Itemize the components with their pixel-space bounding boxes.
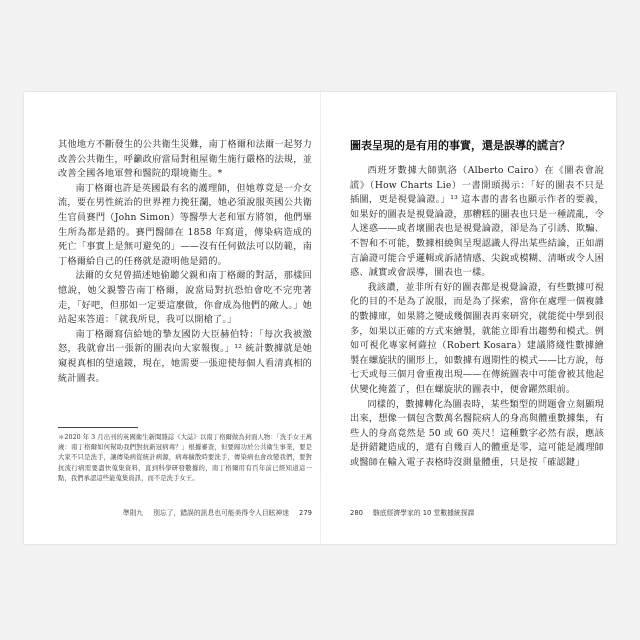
left-paragraph-1: 其他地方不斷發生的公共衛生災難，南丁格爾和法爾一起努力改善公共衛生，呼籲政府當局對租屋衛生施行嚴格的法規，並改善全國各地軍營和醫院的環境衛生。*	[58, 139, 312, 180]
right-page	[350, 92, 604, 544]
chapter-title: 別忘了，錯誤的訊息也可能美得令人目眩神迷	[153, 509, 290, 517]
footnote-divider	[58, 427, 138, 428]
book-spread	[24, 92, 616, 544]
left-page-number: 279	[299, 509, 312, 517]
section-heading: 圖表呈現的是有用的事實，還是誤導的謊言？	[350, 139, 570, 152]
left-running-footer	[58, 507, 312, 517]
footnote: ＊2020 年 3 月出刊的英國衛生新聞雜誌《大誌》以南丁格爾做為封面人物：「洗手女王萬歲：南丁格爾如何幫助我們對抗新冠病毒？」根據審查，但要歸功於公共衛生事業，要是大家不只是洗手，讓傳染病從統計病源，病毒擴散時要洗手，傳染病也會改變我們，要對抗流行病需要盡快蒐集資料，直到科學研發數據的，南丁格爾用有百年前已經知道這一點，我們承認這些能蒐集資訊，而不是洗手女王。	[58, 433, 312, 482]
left-page-body	[58, 138, 312, 386]
book-gutter	[320, 92, 321, 544]
right-paragraph-1: 西班牙數據大師凱洛（Alberto Cairo）在《圖表會說謊》（How Charts Lie）一書開頭揭示：「好的圖表不只是插圖，更是視覺論證。」¹³ 這本書的書名也顯示作者的要義，如果好的圖表是視覺論證，那糟糕的圖表也只是一種謊亂，令人迷惑——或者壞圖表也是視覺論證，卻是為了引誘、欺騙、不智和不可能，數據相繞與呈現認識人得出某些結論，正如謂言論證可能合乎邏輯或訴諸情感、尖銳或模糊、清晰或令人困惑、誠實或會誤導，圖表也一樣。	[350, 165, 604, 279]
right-page-body	[350, 164, 604, 470]
right-running-footer	[350, 507, 604, 517]
left-paragraph-2: 南丁格爾也許是英國最有名的護理師，但她尊竟是一介女流，要在男性統治的世界裡力挽狂瀾，她必須說服英國公共衛生官員賽門（John Simon）等醫學大老和軍方將領，他們畢生所為都是錯的。賽門醫師在 1858 年寫道，傳染病造成的死亡「事實上是無可避免的」——沒有任何做法可以防範，南丁格爾給自己的任務就是證明他是錯的。	[58, 182, 312, 267]
left-page	[58, 92, 312, 544]
left-paragraph-3: 法爾的女兒曾描述她偷聽父親和南丁格爾的對話，那樣回憶說，她父親警告南丁格爾，說當局對抗恐怕會吃不完兜著走，「好吧，但那如一定要這麼做，你會成為他們的敵人。」她站起來答道：「就我所見，我可以開槍了。」	[58, 270, 312, 326]
chapter-label: 準則九	[122, 509, 144, 517]
right-paragraph-3: 同樣的，數據轉化為圖表時，某些類型的問題會立刻顯現出來，想像一個包含數萬名醫院病人的身高與體重數據集，有些人的身高竟然是 50 或 60 英尺！這種數字必然有誤，應該是拼錯鍵造成的，還有自幾百人的體重是零，這可能是護理師或醫師在輸入電子表格時沒測量體重，只是按「確認鍵」	[350, 398, 604, 468]
right-paragraph-2: 我該讚，並非所有好的圖表都是視覺論證，有些數據可視化的目的不是為了說服，而是為了探索，當你在處理一個複雜的數據庫，如果將之變成幾個圖表再來研究，就能從中學到很多，如果以正確的方式來繪製，就能立即看出趨勢和模式。例如可視化專家柯薩拉（Robert Kosara）建議將綫性數據繪製在螺旋狀的圖形上，如數據有週期性的模式——比方說，每七天或每三個月會重複出現——在傳統圖表中可能會被其他起伏變化掩蓋了，但在螺旋狀的圖表中，便會躍然眼前。	[350, 281, 604, 395]
right-page-number: 280	[350, 509, 363, 517]
book-title: 駭底經濟學家的 10 堂數據統探課	[372, 509, 475, 517]
left-paragraph-4: 南丁格爾寫信給她的摯友國防大臣赫伯特：「每次我被激怒，我就會出一張新的圖表向大家報復。」¹² 統計數據就是她窺視真相的望遠鏡，現在，她需要一張迎使每個人看清真相的統計圖表。	[58, 328, 312, 384]
